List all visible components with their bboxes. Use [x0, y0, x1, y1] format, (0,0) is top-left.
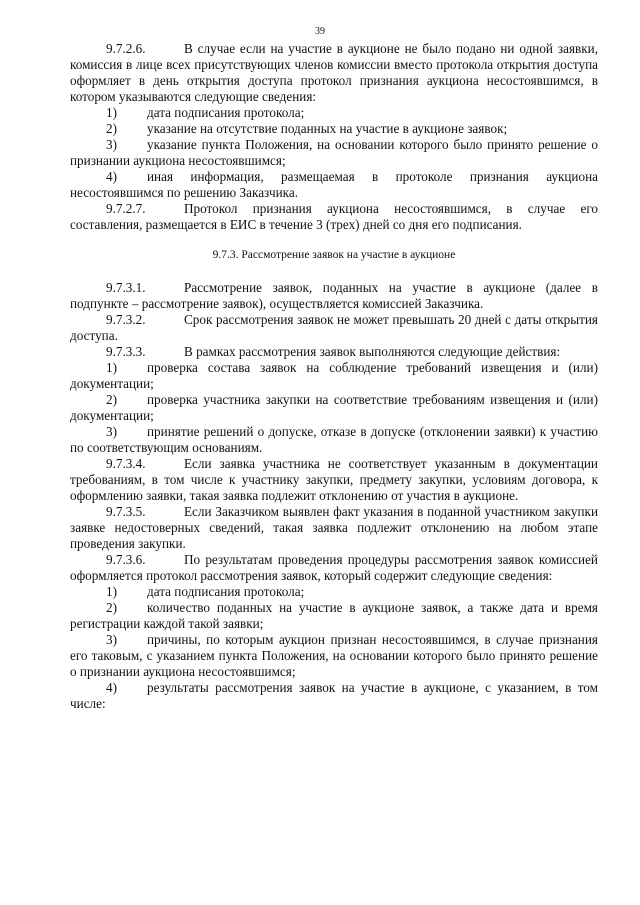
list-item	[70, 392, 598, 424]
paragraph-text: Рассмотрение заявок, поданных на участие в аукционе (далее в подпункте – рассмотрение заявок), осуществляется комиссией Заказчика.	[70, 280, 598, 311]
list-item-text: указание пункта Положения, на основании которого было принято решение о признании аукциона несостоявшимся;	[70, 137, 598, 168]
paragraph-number: 9.7.2.6.	[106, 41, 146, 56]
section-heading: 9.7.3. Рассмотрение заявок на участие в аукционе	[212, 249, 456, 261]
list-item	[70, 105, 598, 121]
list-item-text: результаты рассмотрения заявок на участие в аукционе, с указанием, в том числе:	[70, 680, 598, 711]
paragraph-text: Если Заказчиком выявлен факт указания в поданной участником закупки заявке недостоверных сведений, такая заявка подлежит отклонению на любом этапе проведения закупки.	[70, 504, 598, 551]
paragraph-number: 9.7.3.4.	[106, 456, 146, 471]
paragraph-9-7-3-3	[70, 344, 598, 360]
paragraph-9-7-2-6	[70, 41, 598, 105]
paragraph-text: Если заявка участника не соответствует указанным в документации требованиям, в том числе к участнику закупки, предмету закупки, условиям договора, к оформлению заявки, такая заявка подлежит отклонению от участия в аукционе.	[70, 456, 598, 503]
paragraph-number: 9.7.3.1.	[106, 280, 146, 295]
paragraph-9-7-3-5	[70, 504, 598, 552]
list-item-text: проверка участника закупки на соответствие требованиям извещения и (или) документации;	[70, 392, 598, 423]
paragraph-9-7-3-2	[70, 312, 598, 344]
paragraph-9-7-2-7	[70, 201, 598, 233]
list-item	[70, 121, 598, 137]
list-item	[70, 600, 598, 632]
list-item-number: 2)	[106, 121, 117, 136]
paragraph-9-7-3-4	[70, 456, 598, 504]
paragraph-text: По результатам проведения процедуры рассмотрения заявок комиссией оформляется протокол рассмотрения заявок, который содержит следующие сведения:	[70, 552, 598, 583]
list-item-number: 2)	[106, 600, 117, 615]
paragraph-text: В случае если на участие в аукционе не было подано ни одной заявки, комиссия в лице всех присутствующих членов комиссии вместо протокола открытия доступа оформляет в день открытия доступа протокол признания аукциона несостоявшимся, в котором указываются следующие сведения:	[70, 41, 598, 104]
list-item	[70, 632, 598, 680]
document-body	[70, 41, 598, 712]
paragraph-9-7-3-6	[70, 552, 598, 584]
list-item-number: 3)	[106, 632, 117, 647]
list-item	[70, 169, 598, 201]
paragraph-text: Протокол признания аукциона несостоявшимся, в случае его составления, размещается в ЕИС в течение 3 (трех) дней со дня его подписания.	[70, 201, 598, 232]
list-item-text: иная информация, размещаемая в протоколе признания аукциона несостоявшимся по решению Заказчика.	[70, 169, 598, 200]
list-item-number: 2)	[106, 392, 117, 407]
list-item-text: дата подписания протокола;	[147, 105, 305, 120]
list-item-number: 1)	[106, 360, 117, 375]
list-item-number: 4)	[106, 680, 117, 695]
list-item	[70, 360, 598, 392]
paragraph-text: Срок рассмотрения заявок не может превышать 20 дней с даты открытия доступа.	[70, 312, 598, 343]
paragraph-number: 9.7.3.2.	[106, 312, 146, 327]
list-item-number: 3)	[106, 424, 117, 439]
page-number: 39	[315, 26, 325, 37]
paragraph-text: В рамках рассмотрения заявок выполняются следующие действия:	[184, 344, 561, 359]
list-item-text: принятие решений о допуске, отказе в допуске (отклонении заявки) к участию по соответствующим основаниям.	[70, 424, 598, 455]
list-item	[70, 424, 598, 456]
list-item-number: 4)	[106, 169, 117, 184]
list-item	[70, 137, 598, 169]
list-item	[70, 584, 598, 600]
list-item-text: указание на отсутствие поданных на участие в аукционе заявок;	[147, 121, 508, 136]
paragraph-9-7-3-1	[70, 280, 598, 312]
paragraph-number: 9.7.3.5.	[106, 504, 146, 519]
list-item-text: проверка состава заявок на соблюдение требований извещения и (или) документации;	[70, 360, 598, 391]
paragraph-number: 9.7.3.6.	[106, 552, 146, 567]
list-item-number: 1)	[106, 584, 117, 599]
list-item-text: количество поданных на участие в аукционе заявок, а также дата и время регистрации каждой такой заявки;	[70, 600, 598, 631]
paragraph-number: 9.7.2.7.	[106, 201, 146, 216]
list-item	[70, 680, 598, 712]
list-item-text: причины, по которым аукцион признан несостоявшимся, в случае признания его таковым, с указанием пункта Положения, на основании которого было принято решение о признании аукциона несостоявшимся;	[70, 632, 598, 679]
list-item-text: дата подписания протокола;	[147, 584, 305, 599]
list-item-number: 3)	[106, 137, 117, 152]
paragraph-number: 9.7.3.3.	[106, 344, 146, 359]
list-item-number: 1)	[106, 105, 117, 120]
